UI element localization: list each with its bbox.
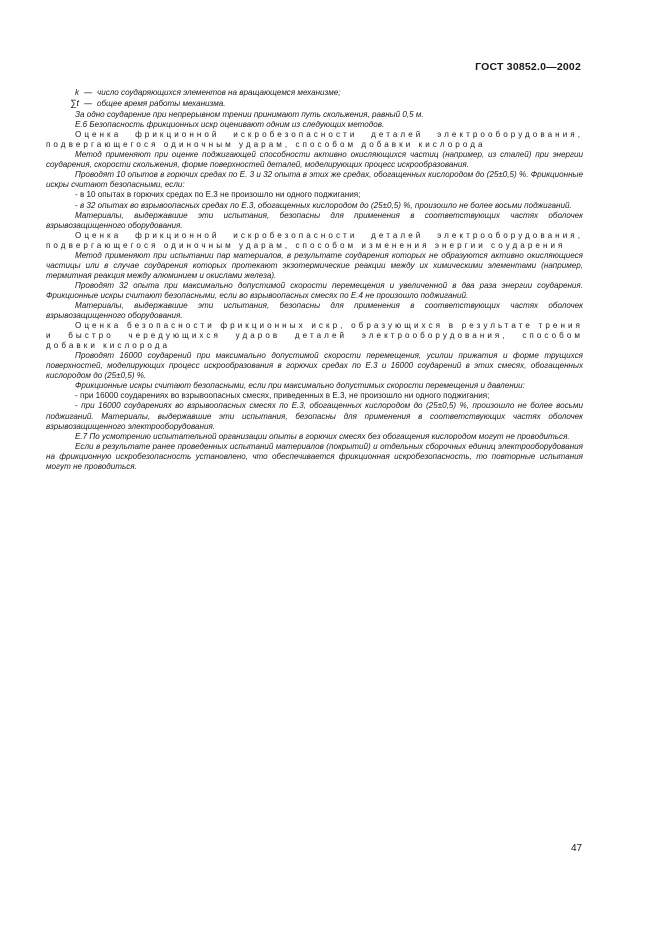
paragraph: Материалы, выдержавшие эти испытания, безопасны для применения в соответствующих частях оболочек взрывозащищенного оборудования. bbox=[46, 300, 583, 321]
method-heading: Оценка фрикционной искробезопасности деталей электрооборудования, подвергающегося одиночным ударам, способом добавки кислорода bbox=[46, 130, 583, 150]
definition-dash: — bbox=[84, 99, 93, 109]
paragraph: Проводят 16000 соударений при максимально допустимой скорости перемещения, усилии прижатия и форме трущихся поверхностей, моделирующих процесс искрообразования в горючих средах по Е.3 и 16000 соударений в этих смесях, обогащенных кислородом до (25±0,5) %. bbox=[46, 351, 583, 381]
paragraph: Если в результате ранее проведенных испытаний материалов (покрытий) и отдельных сборочных единиц электрооборудования на фрикционную искробезопасность установлено, что обеспечивается фрикционная искробезопасность, то повторные испытания могут не проводиться. bbox=[46, 441, 583, 471]
paragraph: Фрикционные искры считают безопасными, если при максимально допустимых скорости перемещения и давлении: bbox=[75, 381, 525, 391]
list-bullet: - bbox=[75, 401, 78, 411]
definition-k bbox=[46, 88, 583, 98]
list-item-text: в 10 опытах в горючих средах по Е.3 не произошло ни одного поджигания; bbox=[79, 190, 361, 200]
list-item bbox=[46, 401, 583, 431]
list-item bbox=[46, 201, 583, 211]
list-bullet: - bbox=[75, 200, 78, 210]
paragraph: Проводят 32 опыта при максимально допустимой скорости перемещения и увеличенной в два раза энергии соударения. Фрикционные искры считают безопасными, если во взрывоопасных смесях по Е.4 не произошло поджиганий. bbox=[46, 280, 583, 300]
paragraph: Материалы, выдержавшие эти испытания, безопасны для применения в соответствующих частях оболочек взрывозащищенного оборудования. bbox=[46, 210, 583, 230]
method-heading: Оценка фрикционной искробезопасности деталей электрооборудования, подвергающегося одиночным ударам, способом изменения энергии соударения bbox=[46, 230, 583, 250]
list-item-text: при 16000 соударениях во взрывоопасных смесях по Е.3, обогащенных кислородом до (25±0,5) %, произошло не более восьми поджиганий. Материалы, выдержавшие эти испытания, безопасны для применения в соответствующих частях оболочек взрывозащищенного электрооборудования. bbox=[46, 401, 583, 431]
paragraph: Метод применяют при испытании пар материалов, в результате соударения которых не образуются активно окисляющиеся частицы или в случае соударения которых протекают экзотермические реакции между их химическими элементами (например, термитная реакция между алюминием и окислами железа). bbox=[46, 250, 583, 280]
definition-symbol: k bbox=[74, 88, 79, 97]
paragraph: Е.6 Безопасность фрикционных искр оценивают одним из следующих методов. bbox=[75, 120, 385, 130]
list-item-text: при 16000 соударениях во взрывоопасных смесях, приведенных в Е.3, не произошло ни одного поджигания; bbox=[79, 391, 490, 401]
paragraph: Проводят 10 опытов в горючих средах по Е. 3 и 32 опыта в этих же средах, обогащенных кислородом до (25±0,5) %. Фрикционные искры считают безопасными, если: bbox=[46, 170, 583, 190]
list-item bbox=[46, 391, 583, 401]
list-bullet: - bbox=[75, 391, 78, 401]
definition-text: число соударяющихся элементов на вращающемся механизме; bbox=[97, 88, 341, 97]
paragraph: Метод применяют при оценке поджигающей способности активно окисляющихся частиц (например, из сталей) при энергии соударения, скорости скольжения, форме поверхностей деталей, моделирующих процесс искрообразования. bbox=[46, 150, 583, 170]
method-heading: Оценка безопасности фрикционных искр, образующихся в результате трения и быстро чередующихся ударов деталей электрооборудования, способом добавки кислорода bbox=[46, 321, 583, 351]
definition-symbol: ∑t bbox=[70, 98, 79, 109]
definition-dash: — bbox=[84, 88, 93, 97]
document-body bbox=[46, 88, 583, 472]
definition-text: общее время работы механизма. bbox=[97, 99, 226, 109]
definition-sum-t bbox=[46, 98, 583, 109]
definitions-list bbox=[46, 88, 583, 109]
paragraph: Е.7 По усмотрению испытательной организации опыты в горючих смесях без обогащения кислородом могут не проводиться. bbox=[75, 431, 570, 441]
list-bullet: - bbox=[75, 190, 78, 200]
document-code: ГОСТ 30852.0—2002 bbox=[475, 61, 581, 73]
page-number: 47 bbox=[571, 843, 583, 854]
list-item-text: в 32 опытах во взрывоопасных средах по Е.3, обогащенных кислородом до (25±0,5) %, произошло не более восьми поджиганий. bbox=[79, 200, 572, 210]
list-item bbox=[46, 190, 583, 200]
paragraph: За одно соударение при непрерывном трении принимают путь скольжения, равный 0,5 м. bbox=[75, 110, 424, 120]
